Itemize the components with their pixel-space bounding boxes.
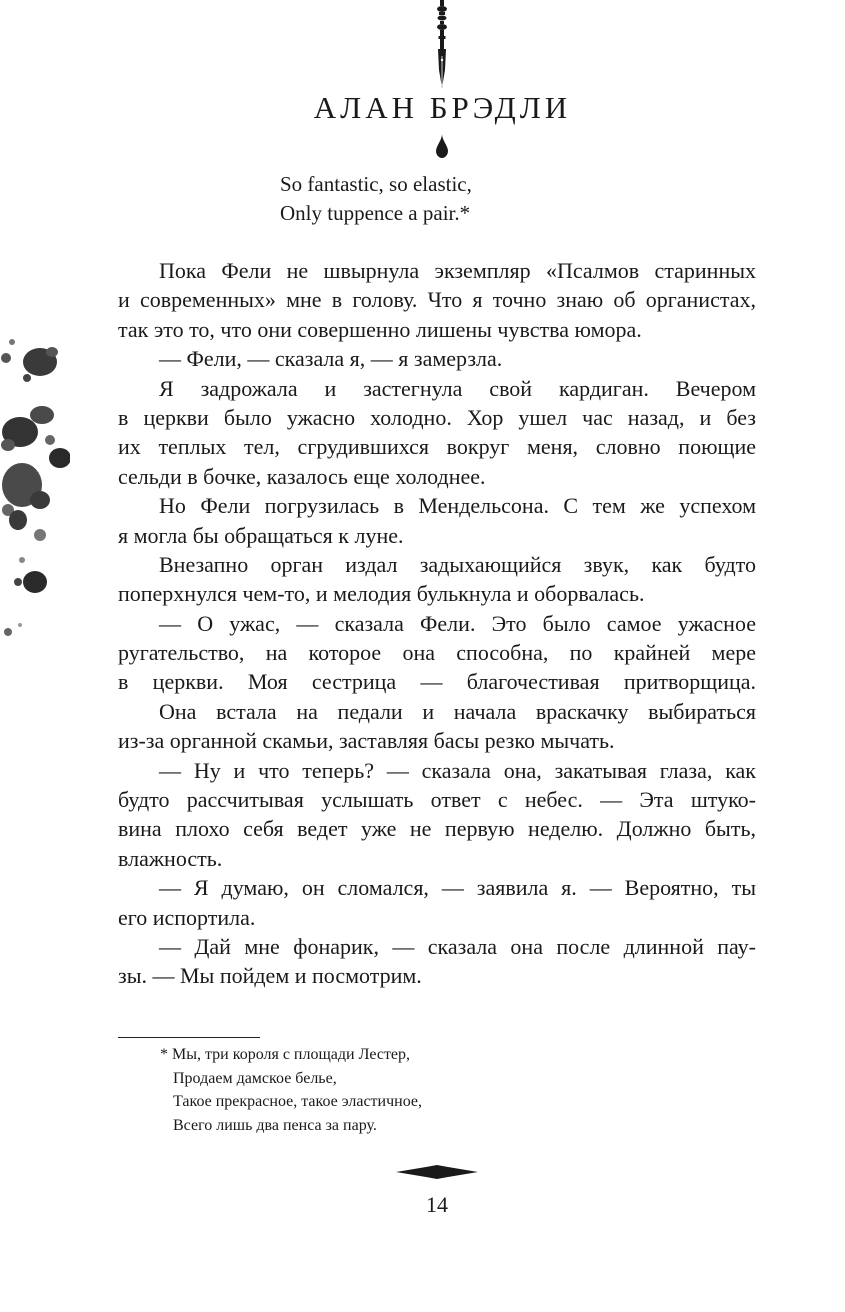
text-line: поперхнулся чем-то, и мелодия булькнула и оборвалась.	[118, 581, 645, 607]
ink-drop-icon	[435, 134, 449, 158]
text-line: из-за органной скамьи, заставляя басы резко мычать.	[118, 728, 615, 754]
text-line: зы. — Мы пойдем и посмотрим.	[118, 963, 422, 989]
footnote-divider	[118, 1037, 260, 1038]
text-line: Она встала на педали и начала враскачку выбираться	[159, 698, 756, 724]
epigraph-line: Only tuppence a pair.*	[280, 201, 471, 225]
text-line: — Дай мне фонарик, — сказала она после длинной пау-	[159, 933, 756, 959]
text-line: — Фели, — сказала я, — я замерзла.	[159, 346, 503, 372]
page-number: 14	[426, 1192, 448, 1217]
text-line: ругательство, на которое она способна, по крайней мере	[118, 640, 756, 666]
text-line: Пока Фели не швырнула экземпляр «Псалмов старинных	[159, 258, 756, 283]
text-line: — Ну и что теперь? — сказала она, закатывая глаза, как	[159, 757, 756, 783]
text-line: Я задрожала и застегнула свой кардиган. Вечером	[159, 375, 756, 401]
author-name: АЛАН БРЭДЛИ	[313, 90, 572, 125]
text-line: и современных» мне в голову. Что я точно знаю об органистах,	[118, 287, 756, 313]
text-line: будто рассчитывая услышать ответ с небес. — Эта штуко-	[118, 787, 756, 813]
footnote-line: Продаем дамское белье,	[173, 1069, 337, 1087]
text-line: в церкви. Моя сестрица — благочестивая притворщица.	[118, 669, 756, 695]
text-line: его испортила.	[118, 904, 256, 930]
text-line: — О ужас, — сказала Фели. Это было самое ужасное	[159, 610, 756, 636]
epigraph	[280, 170, 472, 228]
text-line: я могла бы обращаться к луне.	[118, 522, 404, 548]
body-text	[118, 256, 756, 991]
text-line: влажность.	[118, 845, 223, 871]
footnote-line: Такое прекрасное, такое эластичное,	[173, 1093, 423, 1110]
text-line: сельди в бочке, казалось еще холоднее.	[118, 463, 486, 489]
epigraph-line: So fantastic, so elastic,	[280, 172, 472, 196]
ink-splatter	[0, 320, 70, 650]
text-line: вина плохо себя ведет уже не первую неделю. Должно быть,	[118, 816, 756, 842]
footnote	[160, 1043, 422, 1137]
fountain-pen-nib-icon	[432, 0, 452, 95]
text-line: их теплых тел, сгрудившихся вокруг меня, словно поющие	[118, 434, 756, 460]
text-line: — Я думаю, он сломался, — заявила я. — Вероятно, ты	[159, 875, 756, 901]
footnote-line: Всего лишь два пенса за пару.	[173, 1116, 377, 1134]
diamond-rule-ornament	[396, 1165, 478, 1179]
text-line: Внезапно орган издал задыхающийся звук, как будто	[159, 551, 756, 577]
footnote-line: * Мы, три короля с площади Лестер,	[160, 1046, 411, 1063]
text-line: Но Фели погрузилась в Мендельсона. С тем же успехом	[159, 493, 756, 519]
text-line: в церкви было ужасно холодно. Хор ушел час назад, и без	[118, 404, 756, 430]
text-line: так это то, что они совершенно лишены чувства юмора.	[118, 316, 642, 342]
